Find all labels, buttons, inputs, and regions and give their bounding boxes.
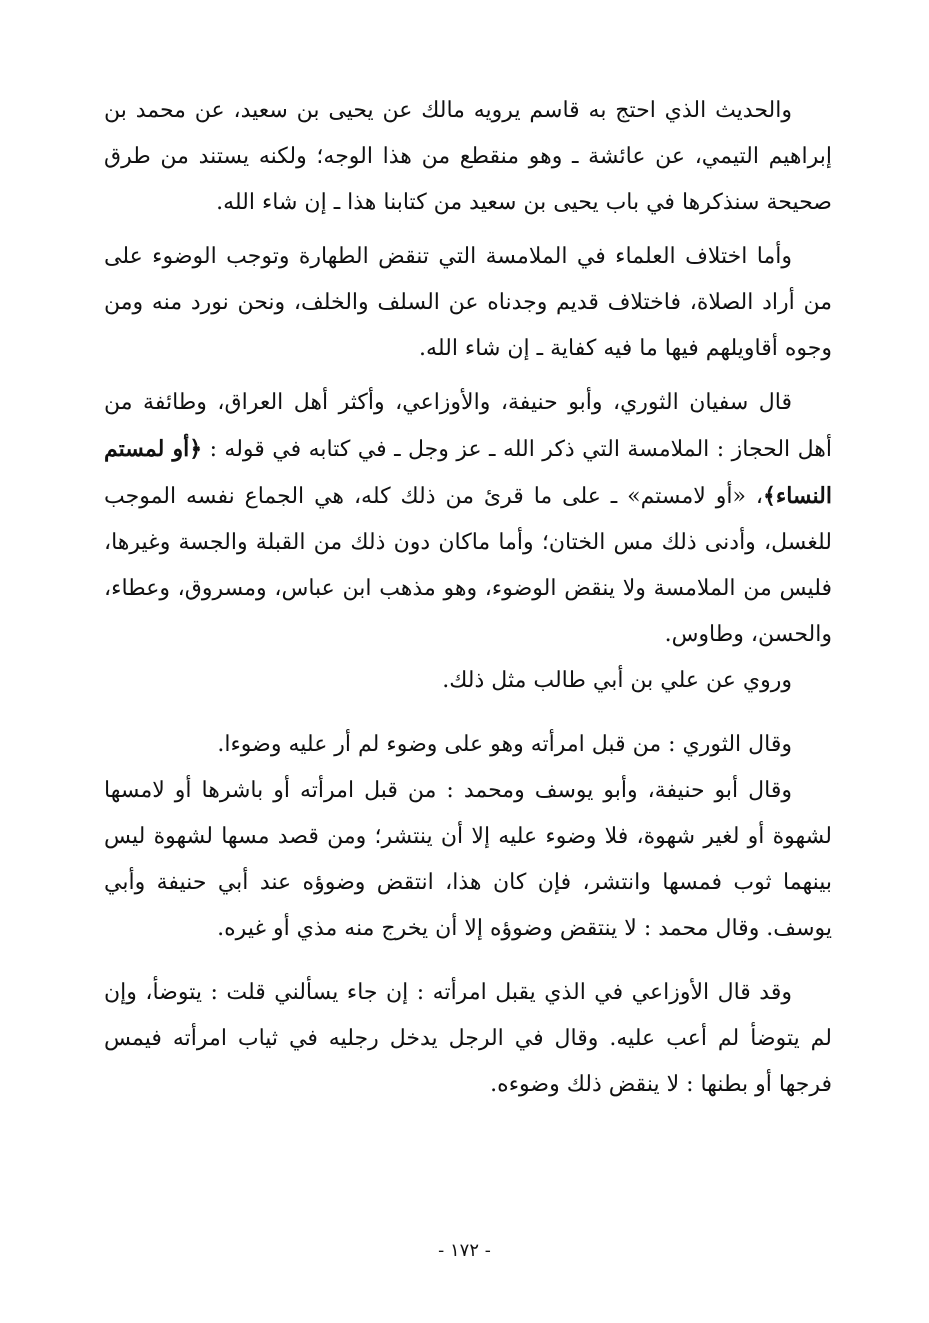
paragraph-sufyan-opinion [104, 380, 832, 658]
body-text [104, 88, 832, 1108]
paragraph-abu-hanifa-opinion: وقال أبو حنيفة، وأبو يوسف ومحمد : من قبل امرأته أو باشرها أو لامسها لشهوة أو لغير شهوة، فلا وضوء عليه إلا أن ينتشر؛ ومن قصد مسها لشهوة ليس بينهما ثوب فمسها وانتشر، فإن كان هذا، انتقض وضوؤه عند أبي حنيفة وأبي يوسف. وقال محمد : لا ينتقض وضوؤه إلا أن يخرج منه مذي أو غيره. [104, 778, 832, 941]
page-number: - ١٧٢ - [438, 1240, 491, 1261]
paragraph-thawri-opinion: وقال الثوري : من قبل امرأته وهو على وضوء لم أر عليه وضوءا. [217, 732, 792, 757]
paragraph-hadith-source: والحديث الذي احتج به قاسم يرويه مالك عن يحيى بن سعيد، عن محمد بن إبراهيم التيمي، عن عائشة ـ وهو منقطع من هذا الوجه؛ ولكنه يستند من طرق صحيحة سنذكرها في باب يحيى بن سعيد من كتابنا هذا ـ إن شاء الله. [104, 98, 832, 215]
paragraph-awzai-opinion: وقد قال الأوزاعي في الذي يقبل امرأته : إن جاء يسألني قلت : يتوضأ، وإن لم يتوضأ لم أعب عليه. وقال في الرجل يدخل رجليه في ثياب امرأته فيمس فرجها أو بطنها : لا ينقض ذلك وضوءه. [104, 980, 832, 1097]
paragraph-ali-report: وروي عن علي بن أبي طالب مثل ذلك. [442, 668, 792, 693]
quran-verse: ﴿أو لمستم النساء﴾ [104, 436, 832, 509]
paragraph-sufyan-opinion-lead: قال سفيان الثوري، وأبو حنيفة، والأوزاعي، وأكثر أهل العراق، وطائفة من أهل الحجاز : الملامسة التي ذكر الله ـ عز وجل ـ في كتابه في قوله : [104, 390, 833, 462]
paragraph-sufyan-opinion-rest: ، «أو لامستم» ـ على ما قرئ من ذلك كله، هي الجماع نفسه الموجب للغسل، وأدنى ذلك مس الختان؛ وأما ماكان دون ذلك من القبلة والجسة وغيرها، فليس من الملامسة ولا ينقض الوضوء، وهو مذهب ابن عباس، ومسروق، وعطاء، والحسن، وطاوس. [104, 484, 832, 647]
paragraph-scholars-disagreement: وأما اختلاف العلماء في الملامسة التي تنقض الطهارة وتوجب الوضوء على من أراد الصلاة، فاختلاف قديم وجدناه عن السلف والخلف، ونحن نورد منه ومن وجوه أقاويلهم فيها ما فيه كفاية ـ إن شاء الله. [104, 244, 832, 361]
